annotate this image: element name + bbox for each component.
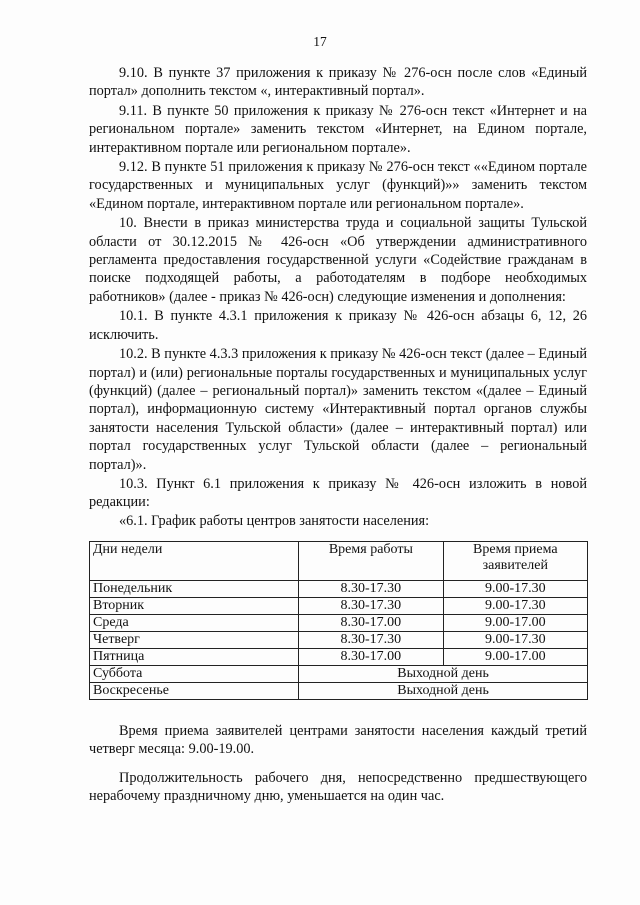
page-number: 17: [313, 34, 327, 49]
schedule-table: [89, 541, 588, 700]
paragraph-10-3: 10.3. Пункт 6.1 приложения к приказу № 426-осн изложить в новой редакции:: [89, 475, 587, 511]
work-hours-cell: 8.30-17.00: [299, 615, 443, 632]
table-row: [90, 649, 588, 666]
table-row: [90, 666, 588, 683]
document-footer-text: [89, 722, 587, 816]
reception-hours-cell: 9.00-17.30: [443, 598, 587, 615]
day-cell: Вторник: [90, 598, 299, 615]
paragraph-10-1: 10.1. В пункте 4.3.1 приложения к приказу № 426-осн абзацы 6, 12, 26 исключить.: [89, 308, 587, 343]
paragraph-9-10: 9.10. В пункте 37 приложения к приказу № 276-осн после слов «Единый портал» дополнить текстом «, интерактивный портал».: [89, 65, 587, 100]
day-cell: Четверг: [90, 632, 299, 649]
day-off-cell: Выходной день: [299, 666, 588, 683]
paragraph-10-2: 10.2. В пункте 4.3.3 приложения к приказу № 426-осн текст (далее – Единый портал) и (или) региональные порталы государственных и муниципальных услуг (функций) (далее – региональный портал)» заменить текстом «(далее – Единый портал), информационную систему «Интерактивный портал органов службы занятости населения Тульской области» (далее – интерактивный портал) или портал государственных услуг Тульской области (далее – региональный портал)».: [89, 346, 587, 473]
document-body: [89, 64, 587, 530]
work-hours-cell: 8.30-17.30: [299, 632, 443, 649]
work-hours-cell: 8.30-17.00: [299, 649, 443, 666]
paragraph-10: 10. Внести в приказ министерства труда и социальной защиты Тульской области от 30.12.2015 № 426-осн «Об утверждении административного регламента предоставления государственной услуги «Содействие гражданам в поиске подходящей работы, а работодателям в подборе необходимых работников» (далее - приказ № 426-осн) следующие изменения и дополнения:: [89, 215, 587, 305]
day-cell: Среда: [90, 615, 299, 632]
paragraph-reception-thursday: Время приема заявителей центрами занятости населения каждый третий четверг месяца: 9.00-19.00.: [89, 723, 587, 758]
day-cell: Воскресенье: [90, 683, 299, 700]
paragraph-pre-holiday: Продолжительность рабочего дня, непосредственно предшествующего нерабочему праздничному дню, уменьшается на один час.: [89, 769, 587, 805]
schedule-title: «6.1. График работы центров занятости населения:: [119, 512, 430, 529]
day-cell: Суббота: [90, 666, 299, 683]
header-days: Дни недели: [90, 542, 299, 581]
work-hours-cell: 8.30-17.30: [299, 581, 443, 598]
reception-hours-cell: 9.00-17.30: [443, 581, 587, 598]
header-reception-hours: Время приема заявителей: [443, 542, 587, 581]
work-hours-cell: 8.30-17.30: [299, 598, 443, 615]
table-header-row: [90, 542, 588, 581]
table-row: [90, 598, 588, 615]
reception-hours-cell: 9.00-17.00: [443, 615, 587, 632]
header-work-hours: Время работы: [299, 542, 443, 581]
day-off-cell: Выходной день: [299, 683, 588, 700]
day-cell: Пятница: [90, 649, 299, 666]
reception-hours-cell: 9.00-17.00: [443, 649, 587, 666]
table-row: [90, 615, 588, 632]
table-row: [90, 632, 588, 649]
table-row: [90, 683, 588, 700]
day-cell: Понедельник: [90, 581, 299, 598]
paragraph-9-11: 9.11. В пункте 50 приложения к приказу № 276-осн текст «Интернет и на региональном портале» заменить текстом «Интернет, на Едином портале, интерактивном портале или региональном портале».: [89, 102, 587, 156]
paragraph-9-12: 9.12. В пункте 51 приложения к приказу № 276-осн текст ««Едином портале государственных и муниципальных услуг (функций)»» заменить текстом «Едином портале, интерактивном портале или региональном портале».: [89, 159, 587, 212]
reception-hours-cell: 9.00-17.30: [443, 632, 587, 649]
table-row: [90, 581, 588, 598]
